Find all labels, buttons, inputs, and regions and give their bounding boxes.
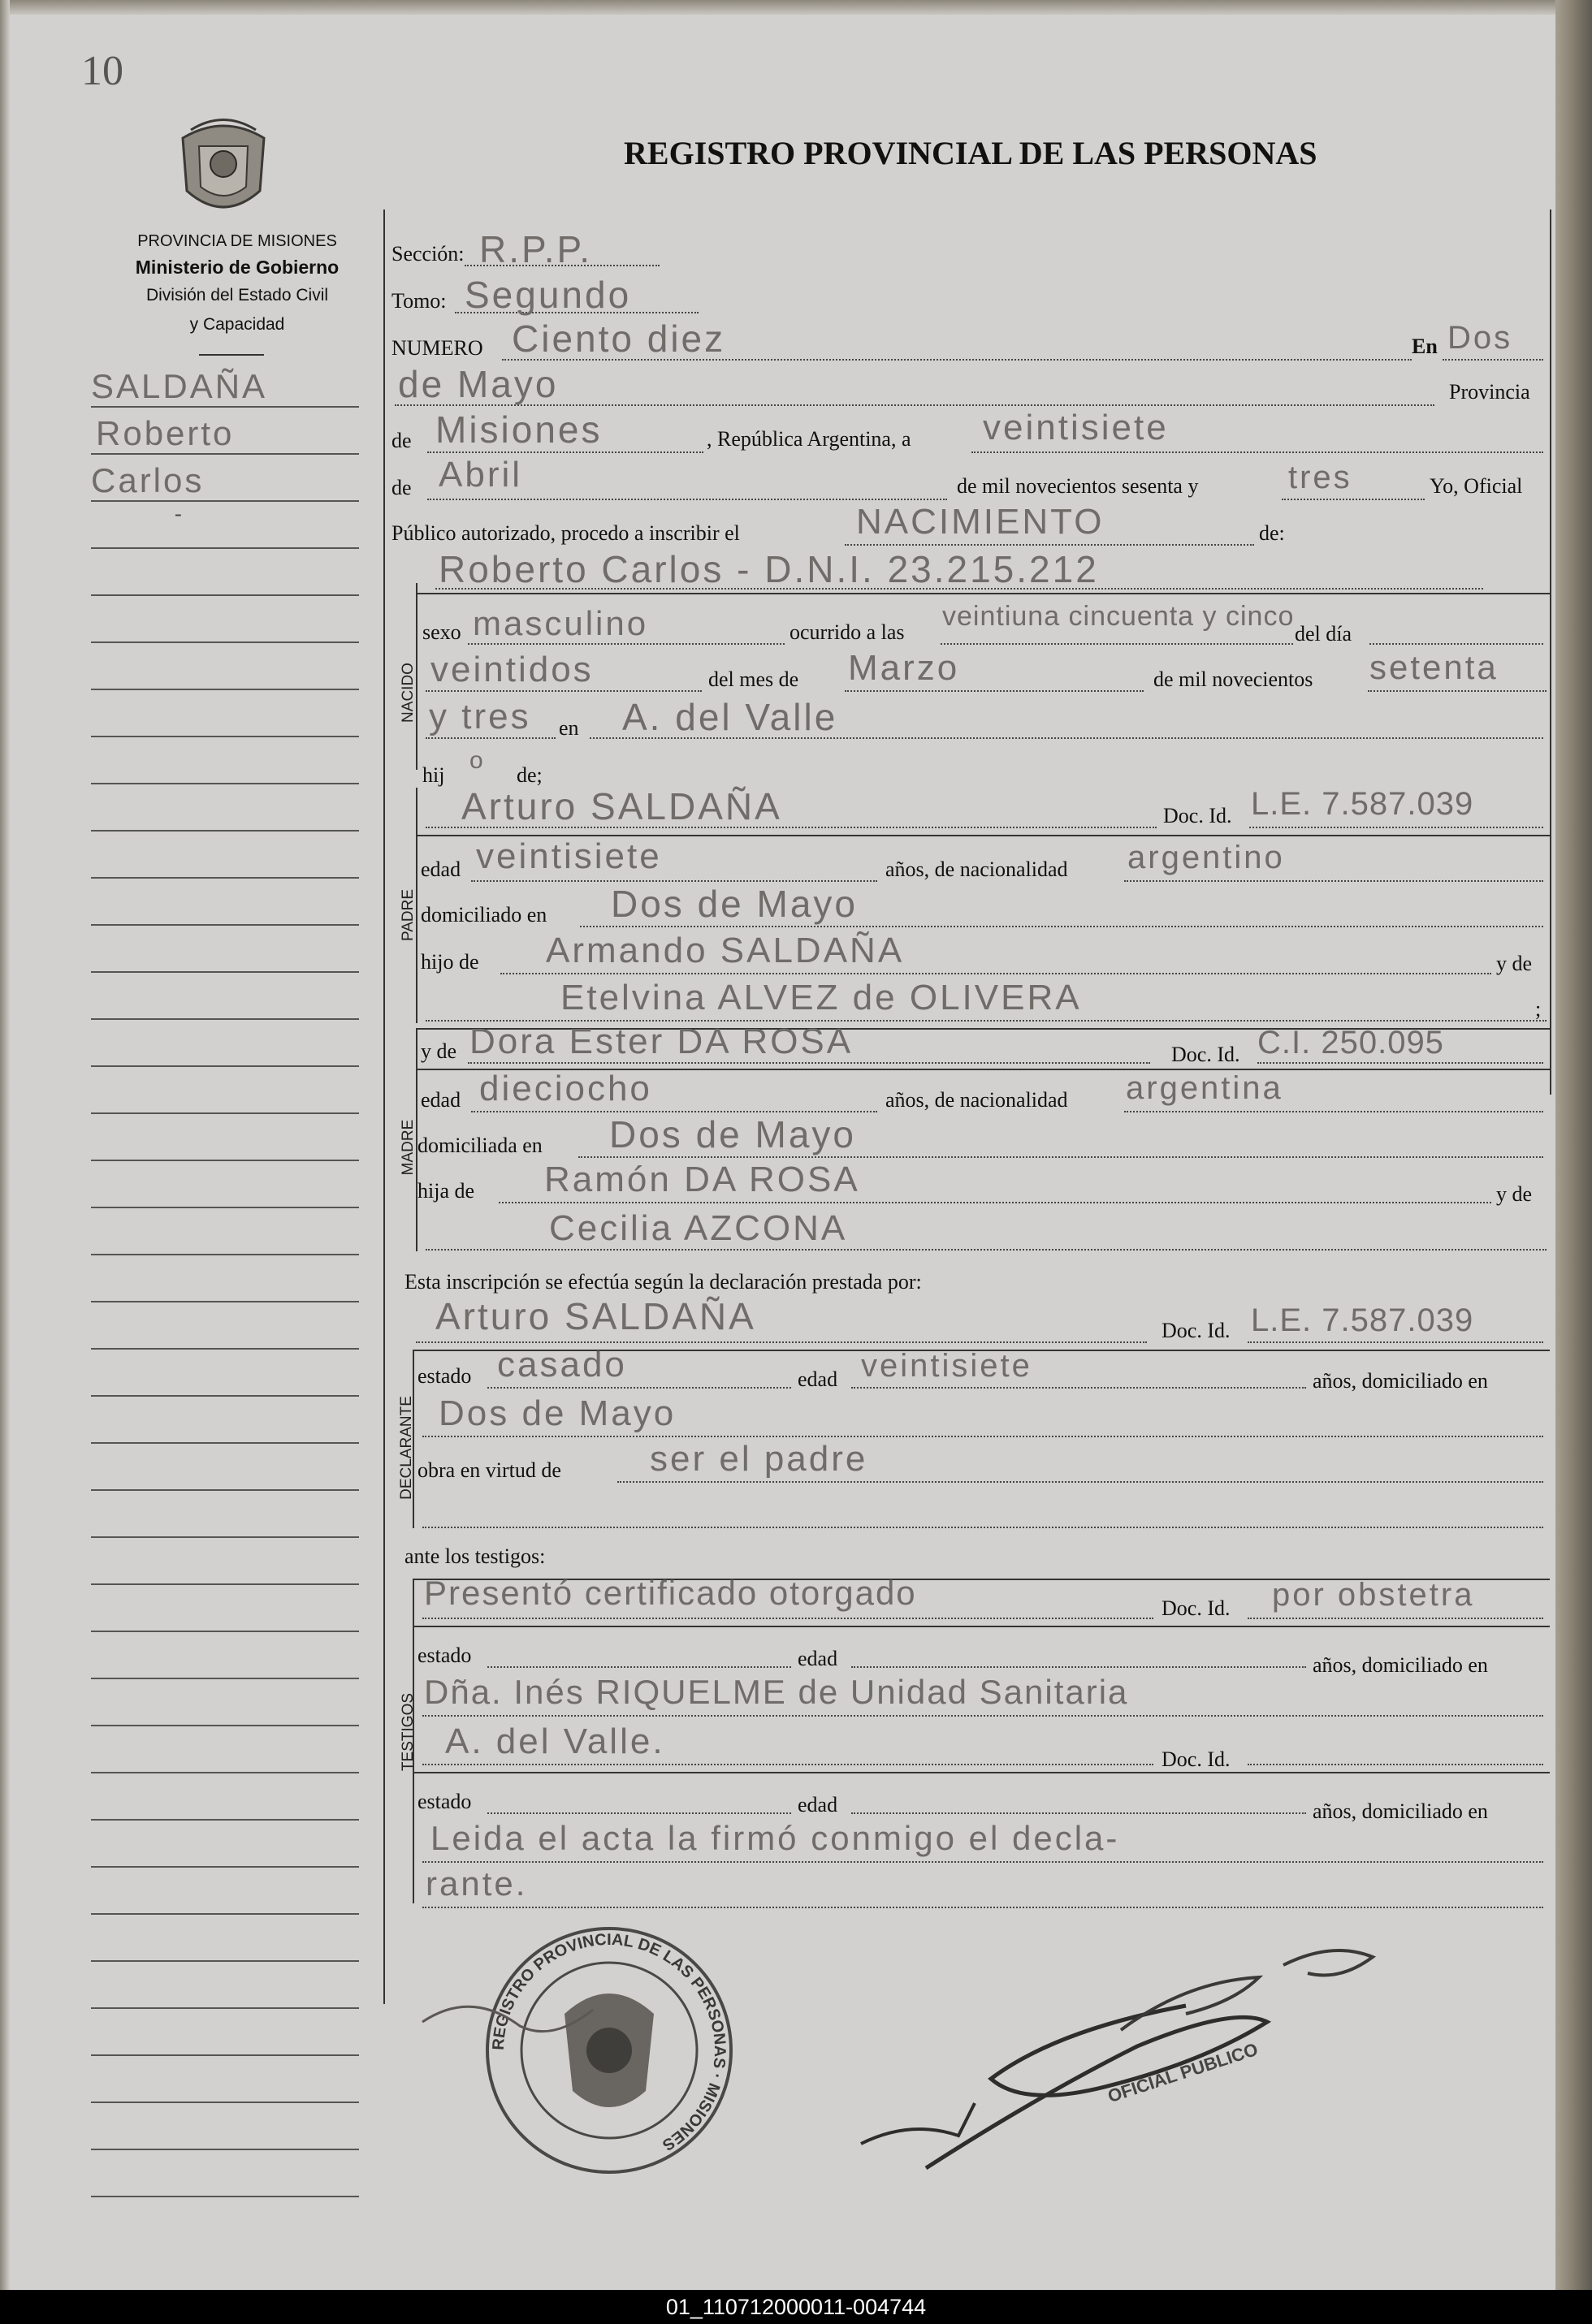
page-top-edge: [0, 0, 1592, 15]
padre-y-de-value: Etelvina ALVEZ de OLIVERA: [560, 978, 1082, 1017]
de-mil-label: de mil novecientos: [1153, 667, 1313, 691]
de-colon-label: de:: [1259, 521, 1285, 545]
en-label: En: [1412, 335, 1438, 358]
margin-ruled-line: [91, 1395, 359, 1397]
inscripcion-label: Esta inscripción se efectúa según la declaración prestada por:: [404, 1270, 922, 1294]
padre-nacionalidad-value: argentino: [1127, 840, 1285, 875]
madre-doc-label: Doc. Id.: [1171, 1043, 1240, 1066]
margin-ruled-line: [91, 1207, 359, 1208]
madre-edad-value: dieciocho: [479, 1069, 652, 1108]
del-dia-label: del día: [1295, 622, 1352, 646]
testigo1-doc-label: Doc. Id.: [1162, 1596, 1231, 1620]
padre-side-label: PADRE: [400, 888, 417, 942]
margin-ruled-line: [91, 783, 359, 784]
margin-ruled-line: [91, 1018, 359, 1020]
margin-ruled-line: [91, 1536, 359, 1538]
madre-hija-de-label: hija de: [417, 1179, 475, 1203]
cierre-value: Leida el acta la firmó conmigo el decla-: [430, 1819, 1120, 1857]
ministry-label: Ministerio de Gobierno: [135, 257, 340, 278]
declarante-edad-value: veintisiete: [861, 1348, 1032, 1384]
margin-ruled-line: [91, 2007, 359, 2009]
margin-ruled-line: [91, 641, 359, 643]
page-title: REGISTRO PROVINCIAL DE LAS PERSONAS: [624, 135, 1317, 171]
margin-ruled-line: [91, 1489, 359, 1491]
padre-edad-label: edad: [421, 857, 461, 881]
fecha-dia-value: veintisiete: [983, 408, 1169, 447]
seccion-label: Sección:: [392, 242, 465, 266]
en-lugar-label: en: [559, 716, 579, 740]
declarante-doc-value: L.E. 7.587.039: [1251, 1302, 1474, 1338]
margin-ruled-line: [91, 406, 359, 408]
anio-cont-value: y tres: [429, 697, 531, 737]
margin-ruled-line: [91, 1112, 359, 1114]
margin-ruled-line: [91, 924, 359, 926]
en-value-cont: de Mayo: [398, 363, 559, 405]
margin-ruled-line: [91, 1960, 359, 1962]
margin-ruled-line: [91, 736, 359, 737]
margin-ruled-line: [91, 453, 359, 455]
page-number: 10: [81, 48, 123, 94]
official-stamp: OFICIAL PUBLICO: [1105, 2038, 1261, 2107]
del-mes-label: del mes de: [708, 667, 799, 691]
page-left-edge: [0, 0, 10, 2290]
en-value: Dos: [1447, 320, 1513, 356]
madre-anios-label: años, de nacionalidad: [885, 1088, 1068, 1112]
frame-left-border: [383, 210, 385, 2004]
province-label: PROVINCIA DE MISIONES: [137, 232, 337, 250]
cierre-cont-value: rante.: [426, 1864, 528, 1903]
padre-domicilio-value: Dos de Mayo: [611, 883, 859, 925]
madre-hija-de-value: Ramón DA ROSA: [544, 1160, 860, 1199]
testigo1-edad-label: edad: [798, 1647, 838, 1670]
fecha-mes-value: Abril: [439, 455, 523, 495]
dia-value: veintidos: [430, 650, 594, 689]
padre-semicolon: ;: [1535, 997, 1542, 1021]
padre-nombre-value: Arturo SALDAÑA: [461, 785, 782, 827]
margin-ruled-line: [91, 1301, 359, 1302]
declarante-side-label: DECLARANTE: [398, 1396, 415, 1500]
tomo-label: Tomo:: [392, 289, 447, 313]
signatures: [406, 1930, 1462, 2201]
declarante-doc-label: Doc. Id.: [1162, 1319, 1231, 1342]
margin-ruled-line: [91, 1583, 359, 1585]
testigo2-edad-label: edad: [798, 1793, 838, 1816]
testigo1-doc-value: por obstetra: [1272, 1577, 1475, 1613]
padre-domiciliado-label: domiciliado en: [421, 903, 547, 927]
hij-suffix-value: o: [469, 747, 486, 774]
margin-ruled-line: [91, 971, 359, 973]
margin-ruled-line: [91, 594, 359, 596]
testigo2-doc-label: Doc. Id.: [1162, 1747, 1231, 1771]
declarante-domicilio-value: Dos de Mayo: [439, 1393, 677, 1433]
declarante-estado-value: casado: [497, 1345, 627, 1384]
padre-edad-value: veintisiete: [476, 836, 662, 876]
republica-label: , República Argentina, a: [707, 427, 911, 451]
inscrito-nombre-value: Roberto Carlos - D.N.I. 23.215.212: [439, 548, 1099, 590]
margin-ruled-line: [91, 2149, 359, 2150]
margin-ruled-line: [91, 547, 359, 549]
declarante-nombre-value: Arturo SALDAÑA: [435, 1295, 756, 1337]
ocurrido-label: ocurrido a las: [790, 620, 905, 644]
madre-domiciliada-label: domiciliada en: [417, 1134, 543, 1157]
testigo2-estado-label: estado: [417, 1790, 472, 1813]
image-id-footer: 01_110712000011-004744: [0, 2290, 1592, 2324]
hij-label: hij: [422, 763, 445, 787]
testigo2-value: Dña. Inés RIQUELME de Unidad Sanitaria: [424, 1673, 1129, 1711]
numero-value: Ciento diez: [512, 317, 726, 360]
header-divider: [199, 354, 264, 356]
yo-oficial-label: Yo, Oficial: [1430, 474, 1523, 498]
margin-first-name: Roberto: [96, 414, 235, 452]
margin-ruled-line: [91, 1348, 359, 1350]
padre-y-de-label: y de: [1496, 952, 1533, 975]
registrar-signature-icon: [422, 2007, 593, 2031]
margin-ruled-line: [91, 1254, 359, 1255]
frame-right-border: [1550, 210, 1551, 1095]
mes-value: Marzo: [848, 648, 960, 688]
testigo1-anios-label: años, domiciliado en: [1313, 1653, 1488, 1677]
division-label: División del Estado Civil: [145, 286, 329, 305]
anio-value: setenta: [1369, 648, 1499, 686]
hora-value: veintiuna cincuenta y cinco: [942, 601, 1295, 632]
madre-nacionalidad-value: argentina: [1126, 1070, 1283, 1106]
fecha-de-label: de: [392, 476, 412, 499]
seccion-value: R.P.P.: [479, 228, 593, 270]
margin-ruled-line: [91, 1065, 359, 1067]
provincia-de-label: de: [392, 429, 412, 452]
declarante-obra-label: obra en virtud de: [417, 1458, 561, 1482]
padre-anios-label: años, de nacionalidad: [885, 857, 1068, 881]
margin-ruled-line: [91, 1913, 359, 1915]
margin-ruled-line: [91, 1678, 359, 1679]
declarante-edad-label: edad: [798, 1367, 838, 1391]
madre-y-de-label: y de: [421, 1039, 457, 1063]
declarante-anios-label: años, domiciliado en: [1313, 1369, 1488, 1393]
margin-ruled-line: [91, 500, 359, 502]
madre-y-de2-label: y de: [1496, 1182, 1533, 1206]
testigo2-cont-value: A. del Valle.: [445, 1721, 665, 1761]
padre-hijo-de-value: Armando SALDAÑA: [546, 931, 905, 970]
official-signature-icon: [926, 2006, 1267, 2168]
margin-ruled-line: [91, 2054, 359, 2056]
margin-ruled-line: [91, 1631, 359, 1632]
testigo1-value: Presentó certificado otorgado: [424, 1574, 917, 1612]
testigo2-anios-label: años, domiciliado en: [1313, 1799, 1488, 1823]
madre-y-de-value: Cecilia AZCONA: [549, 1208, 848, 1248]
margin-ruled-line: [91, 1160, 359, 1161]
tomo-value: Segundo: [465, 274, 632, 316]
de-semicolon-label: de;: [517, 763, 543, 787]
provincia-value: Misiones: [435, 408, 603, 451]
madre-domicilio-value: Dos de Mayo: [609, 1113, 857, 1156]
margin-second-name: Carlos: [91, 461, 205, 499]
capacity-label: y Capacidad: [189, 315, 285, 334]
padre-doc-label: Doc. Id.: [1163, 804, 1232, 827]
margin-ruled-line: [91, 1772, 359, 1773]
lugar-value: A. del Valle: [622, 696, 838, 738]
testigos-side-label: TESTIGOS: [400, 1692, 417, 1772]
acto-value: NACIMIENTO: [856, 502, 1105, 542]
coat-of-arms-icon: [175, 114, 272, 223]
sesenta-label: de mil novecientos sesenta y: [957, 474, 1199, 498]
testigo1-estado-label: estado: [417, 1644, 472, 1667]
margin-ruled-line: [91, 877, 359, 879]
margin-surname: SALDAÑA: [91, 367, 268, 405]
publico-label: Público autorizado, procedo a inscribir el: [392, 521, 740, 545]
margin-ruled-line: [91, 1866, 359, 1868]
document-page: 10 PROVINCIA DE MISIONES Ministerio de Gobierno División del Estado Civil y Capacidad REGISTRO PROVINCIAL DE LAS PERSONAS SALDAÑA Roberto Carlos - Sección: R.P.P. Tomo: Segundo NUMERO Ciento diez En Dos de Mayo Provincia de Misiones , República Argentina, a veintisiete de Abril de mil novecientos sesenta y tres Yo, Oficial Público autorizado, procedo a inscribir el NACIMIENTO de: Roberto Carlos - D.N.I. 23.215.212 NACIDO sexo masculino ocurrido a las veintiuna cincuenta y cinco del día veintidos del mes de Marzo de mil novecientos setenta y tres en A. del Valle hij o de; PADRE Arturo SALDAÑA Doc. Id. L.E. 7.587.039 edad veintisiete años, de nacionalidad argentino domiciliado en Dos de Mayo hijo de Armando SALDAÑA y de Etelvina ALVEZ de OLIVERA ; MADRE y de Dora Ester DA ROSA Doc. Id. C.I. 250.095 edad dieciocho años, de nacionalidad argentina domiciliada en Dos de Mayo hija de Ramón DA ROSA y de Cecilia AZCONA Esta inscripción se efectúa según la declaración prestada por: Arturo SALDAÑA Doc. Id. L.E. 7.587.039 DECLARANTE estado casado edad veintisiete años, domiciliado en Dos de Mayo obra en virtud de ser el padre ante los testigos: TESTIGOS Presentó certificado otorgado Doc. Id. por obstetra estado edad años, domiciliado en Dña. Inés RIQUELME de Unidad Sanitaria A. del Valle. Doc. Id. estado edad años, domiciliado en Leida el acta la firmó conmigo el decla- rante. REGISTRO PROVINCIAL DE LAS PERSONAS · MISIONES OFICIAL PUBLICO 01_110712000011-004744: [0, 0, 1592, 2290]
margin-ruled-line: [91, 2102, 359, 2103]
madre-nombre-value: Dora Ester DA ROSA: [469, 1022, 854, 1061]
numero-label: NUMERO: [392, 336, 483, 360]
book-edge: [1555, 0, 1592, 2290]
sexo-label: sexo: [422, 620, 461, 644]
svg-text:REGISTRO PROVINCIAL DE LAS PER: REGISTRO PROVINCIAL DE LAS PERSONAS · MISIONES: [489, 1930, 729, 2154]
sexo-value: masculino: [473, 604, 649, 642]
declarante-estado-label: estado: [417, 1364, 472, 1388]
provincia-label: Provincia: [1449, 380, 1530, 404]
margin-ruled-line: [91, 2196, 359, 2197]
madre-side-label: MADRE: [400, 1119, 417, 1176]
padre-hijo-de-label: hijo de: [421, 950, 479, 974]
madre-doc-value: C.I. 250.095: [1257, 1025, 1444, 1060]
margin-ruled-line: [91, 830, 359, 832]
margin-ruled-line: [91, 1442, 359, 1444]
fecha-anio-value: tres: [1288, 460, 1352, 495]
padre-doc-value: L.E. 7.587.039: [1251, 786, 1474, 822]
margin-ruled-line: [91, 1819, 359, 1821]
declarante-virtud-value: ser el padre: [650, 1439, 868, 1479]
madre-edad-label: edad: [421, 1088, 461, 1112]
margin-ruled-line: [91, 689, 359, 690]
margin-ruled-line: [91, 1725, 359, 1726]
ante-testigos-label: ante los testigos:: [404, 1544, 546, 1568]
nacido-side-label: NACIDO: [400, 663, 417, 723]
